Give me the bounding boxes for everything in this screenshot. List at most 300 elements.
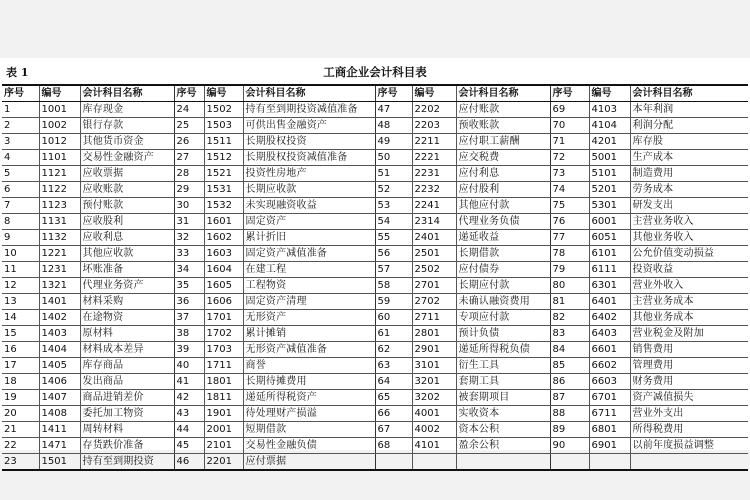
- cell-serial: 73: [550, 166, 589, 182]
- cell-account-name: 发出商品: [80, 374, 174, 390]
- cell-account-code: 1101: [39, 150, 80, 166]
- cell-serial: 29: [174, 182, 204, 198]
- cell-account-name: 预计负债: [456, 326, 550, 342]
- cell-account-code: 1471: [39, 438, 80, 454]
- header-name: 会计科目名称: [243, 85, 375, 102]
- cell-account-name: 长期股权投资减值准备: [243, 150, 375, 166]
- table-row: [2, 182, 748, 198]
- cell-account-name: 存货跌价准备: [80, 438, 174, 454]
- header-code: 编号: [412, 85, 456, 102]
- cell-serial: 40: [174, 358, 204, 374]
- cell-serial: 51: [375, 166, 412, 182]
- cell-account-code: 5101: [589, 166, 630, 182]
- cell-account-code: 2801: [412, 326, 456, 342]
- table-row: [2, 246, 748, 262]
- cell-account-name: 其他业务成本: [630, 310, 748, 326]
- cell-account-name: 委托加工物资: [80, 406, 174, 422]
- table-row: [2, 150, 748, 166]
- cell-account-name: 固定资产减值准备: [243, 246, 375, 262]
- cell-account-code: 1411: [39, 422, 80, 438]
- header-name: 会计科目名称: [630, 85, 748, 102]
- table-title: 工商企业会计科目表: [323, 65, 427, 79]
- cell-account-name: 生产成本: [630, 150, 748, 166]
- cell-serial: 77: [550, 230, 589, 246]
- cell-account-code: 2201: [204, 454, 243, 471]
- cell-serial: 82: [550, 310, 589, 326]
- cell-account-name: 未实现融资收益: [243, 198, 375, 214]
- cell-account-name: 固定资产: [243, 214, 375, 230]
- cell-account-code: 1123: [39, 198, 80, 214]
- cell-account-code: 5301: [589, 198, 630, 214]
- cell-account-code: 5001: [589, 150, 630, 166]
- cell-account-code: 2232: [412, 182, 456, 198]
- cell-serial: 54: [375, 214, 412, 230]
- cell-serial: 2: [2, 118, 39, 134]
- cell-account-code: 6602: [589, 358, 630, 374]
- cell-account-code: 6401: [589, 294, 630, 310]
- cell-account-name: 工程物资: [243, 278, 375, 294]
- table-row: [2, 134, 748, 150]
- cell-serial: 88: [550, 406, 589, 422]
- cell-account-name: 待处理财产损溢: [243, 406, 375, 422]
- cell-account-code: 4201: [589, 134, 630, 150]
- cell-account-name: 交易性金融资产: [80, 150, 174, 166]
- cell-serial: 27: [174, 150, 204, 166]
- accounts-table: [2, 84, 748, 471]
- cell-account-code: 4103: [589, 102, 630, 118]
- cell-serial: 63: [375, 358, 412, 374]
- cell-account-name: 材料成本差异: [80, 342, 174, 358]
- cell-account-name: 实收资本: [456, 406, 550, 422]
- cell-serial: 38: [174, 326, 204, 342]
- header-code: 编号: [204, 85, 243, 102]
- cell-serial: 66: [375, 406, 412, 422]
- cell-account-code: 2314: [412, 214, 456, 230]
- cell-account-name: 盈余公积: [456, 438, 550, 454]
- table-row: [2, 214, 748, 230]
- cell-serial: 47: [375, 102, 412, 118]
- cell-account-code: 1702: [204, 326, 243, 342]
- cell-account-name: 应收票据: [80, 166, 174, 182]
- cell-serial: [550, 454, 589, 471]
- cell-account-name: 可供出售金融资产: [243, 118, 375, 134]
- cell-account-code: 1403: [39, 326, 80, 342]
- header-no: 序号: [375, 85, 412, 102]
- cell-account-code: 1601: [204, 214, 243, 230]
- cell-account-name: 商品进销差价: [80, 390, 174, 406]
- table-caption: 表 1: [6, 66, 29, 79]
- cell-account-name: 短期借款: [243, 422, 375, 438]
- cell-serial: 67: [375, 422, 412, 438]
- header-no: 序号: [174, 85, 204, 102]
- table-row: [2, 422, 748, 438]
- cell-account-code: 6402: [589, 310, 630, 326]
- cell-account-name: 商誉: [243, 358, 375, 374]
- table-row: [2, 342, 748, 358]
- cell-account-name: 预收账款: [456, 118, 550, 134]
- cell-account-code: 1402: [39, 310, 80, 326]
- cell-account-code: 6403: [589, 326, 630, 342]
- cell-account-code: 1801: [204, 374, 243, 390]
- cell-serial: 42: [174, 390, 204, 406]
- cell-account-code: 4104: [589, 118, 630, 134]
- cell-account-name: 应收账款: [80, 182, 174, 198]
- table-row: [2, 390, 748, 406]
- cell-serial: 62: [375, 342, 412, 358]
- cell-account-code: 6603: [589, 374, 630, 390]
- cell-account-name: 递延所得税资产: [243, 390, 375, 406]
- cell-account-name: 衍生工具: [456, 358, 550, 374]
- cell-account-name: [630, 454, 748, 471]
- cell-account-name: 银行存款: [80, 118, 174, 134]
- cell-account-name: 长期应付款: [456, 278, 550, 294]
- cell-account-code: 4001: [412, 406, 456, 422]
- cell-account-name: 原材料: [80, 326, 174, 342]
- cell-account-code: 1231: [39, 262, 80, 278]
- cell-account-code: 1502: [204, 102, 243, 118]
- cell-account-code: 3201: [412, 374, 456, 390]
- cell-serial: 72: [550, 150, 589, 166]
- header-name: 会计科目名称: [456, 85, 550, 102]
- cell-account-name: 代理业务资产: [80, 278, 174, 294]
- cell-serial: 7: [2, 198, 39, 214]
- cell-account-code: 2101: [204, 438, 243, 454]
- table-row: [2, 166, 748, 182]
- cell-serial: 33: [174, 246, 204, 262]
- cell-account-code: 1121: [39, 166, 80, 182]
- cell-serial: 9: [2, 230, 39, 246]
- cell-account-code: 1603: [204, 246, 243, 262]
- cell-serial: 32: [174, 230, 204, 246]
- table-row: [2, 406, 748, 422]
- cell-account-name: 营业税金及附加: [630, 326, 748, 342]
- cell-account-code: 1521: [204, 166, 243, 182]
- cell-account-code: 2231: [412, 166, 456, 182]
- cell-serial: 5: [2, 166, 39, 182]
- cell-serial: 85: [550, 358, 589, 374]
- cell-serial: 56: [375, 246, 412, 262]
- cell-account-code: 1408: [39, 406, 80, 422]
- cell-serial: 45: [174, 438, 204, 454]
- cell-account-name: 专项应付款: [456, 310, 550, 326]
- cell-account-name: 交易性金融负债: [243, 438, 375, 454]
- header-code: 编号: [39, 85, 80, 102]
- cell-account-code: 2241: [412, 198, 456, 214]
- cell-account-code: 1811: [204, 390, 243, 406]
- cell-account-name: 营业外收入: [630, 278, 748, 294]
- cell-account-name: 应收股利: [80, 214, 174, 230]
- cell-account-name: 坏账准备: [80, 262, 174, 278]
- header-no: 序号: [2, 85, 39, 102]
- cell-account-code: 4101: [412, 438, 456, 454]
- table-row: [2, 358, 748, 374]
- cell-account-name: 持有至到期投资: [80, 454, 174, 471]
- cell-account-name: 其他应付款: [456, 198, 550, 214]
- cell-serial: 30: [174, 198, 204, 214]
- cell-account-name: 材料采购: [80, 294, 174, 310]
- cell-serial: 90: [550, 438, 589, 454]
- cell-serial: 14: [2, 310, 39, 326]
- cell-account-code: 1405: [39, 358, 80, 374]
- cell-serial: 49: [375, 134, 412, 150]
- cell-account-code: 6711: [589, 406, 630, 422]
- cell-account-name: 利润分配: [630, 118, 748, 134]
- cell-serial: 22: [2, 438, 39, 454]
- cell-account-code: 6601: [589, 342, 630, 358]
- cell-account-code: 1501: [39, 454, 80, 471]
- cell-account-code: 2901: [412, 342, 456, 358]
- cell-account-name: 库存股: [630, 134, 748, 150]
- cell-account-code: [412, 454, 456, 471]
- cell-account-name: 长期借款: [456, 246, 550, 262]
- cell-serial: 44: [174, 422, 204, 438]
- cell-account-code: 1401: [39, 294, 80, 310]
- cell-serial: 57: [375, 262, 412, 278]
- cell-account-code: 6701: [589, 390, 630, 406]
- cell-account-name: 以前年度损益调整: [630, 438, 748, 454]
- header-code: 编号: [589, 85, 630, 102]
- cell-account-name: 投资收益: [630, 262, 748, 278]
- cell-serial: 20: [2, 406, 39, 422]
- cell-serial: 65: [375, 390, 412, 406]
- cell-serial: 83: [550, 326, 589, 342]
- cell-account-code: 2711: [412, 310, 456, 326]
- table-row: [2, 438, 748, 454]
- cell-account-code: 2001: [204, 422, 243, 438]
- cell-account-code: 1001: [39, 102, 80, 118]
- cell-serial: 75: [550, 198, 589, 214]
- cell-serial: 34: [174, 262, 204, 278]
- cell-account-name: 其他业务收入: [630, 230, 748, 246]
- cell-account-code: 1122: [39, 182, 80, 198]
- cell-account-name: 固定资产清理: [243, 294, 375, 310]
- cell-account-name: 套期工具: [456, 374, 550, 390]
- cell-serial: 69: [550, 102, 589, 118]
- cell-account-code: 1512: [204, 150, 243, 166]
- table-row: [2, 374, 748, 390]
- cell-account-code: 2221: [412, 150, 456, 166]
- cell-account-name: 制造费用: [630, 166, 748, 182]
- table-row: [2, 310, 748, 326]
- table-row: [2, 326, 748, 342]
- cell-account-name: 库存商品: [80, 358, 174, 374]
- cell-serial: 36: [174, 294, 204, 310]
- cell-serial: 89: [550, 422, 589, 438]
- cell-serial: 74: [550, 182, 589, 198]
- table-row: [2, 102, 748, 118]
- cell-serial: 11: [2, 262, 39, 278]
- cell-account-name: 长期待摊费用: [243, 374, 375, 390]
- cell-account-name: 周转材料: [80, 422, 174, 438]
- cell-account-code: 1531: [204, 182, 243, 198]
- cell-serial: 15: [2, 326, 39, 342]
- cell-account-code: 6901: [589, 438, 630, 454]
- cell-account-code: 6301: [589, 278, 630, 294]
- cell-account-name: 管理费用: [630, 358, 748, 374]
- cell-serial: 41: [174, 374, 204, 390]
- cell-serial: 78: [550, 246, 589, 262]
- cell-serial: 60: [375, 310, 412, 326]
- cell-serial: 80: [550, 278, 589, 294]
- cell-account-code: 1321: [39, 278, 80, 294]
- cell-serial: 39: [174, 342, 204, 358]
- cell-account-code: 1701: [204, 310, 243, 326]
- cell-account-name: 应付利息: [456, 166, 550, 182]
- cell-account-code: 1221: [39, 246, 80, 262]
- cell-account-name: 资本公积: [456, 422, 550, 438]
- cell-account-code: 2702: [412, 294, 456, 310]
- cell-account-code: 2701: [412, 278, 456, 294]
- cell-serial: 24: [174, 102, 204, 118]
- cell-account-code: 1606: [204, 294, 243, 310]
- cell-account-code: 1604: [204, 262, 243, 278]
- cell-account-name: 长期股权投资: [243, 134, 375, 150]
- cell-account-code: 1002: [39, 118, 80, 134]
- cell-account-name: 库存现金: [80, 102, 174, 118]
- cell-serial: 70: [550, 118, 589, 134]
- cell-account-name: 资产减值损失: [630, 390, 748, 406]
- cell-account-code: 2501: [412, 246, 456, 262]
- cell-account-code: 1132: [39, 230, 80, 246]
- cell-serial: 37: [174, 310, 204, 326]
- cell-account-code: 2202: [412, 102, 456, 118]
- cell-serial: 58: [375, 278, 412, 294]
- cell-serial: 64: [375, 374, 412, 390]
- cell-serial: 25: [174, 118, 204, 134]
- cell-account-name: 递延收益: [456, 230, 550, 246]
- cell-account-code: 2502: [412, 262, 456, 278]
- table-row: [2, 118, 748, 134]
- cell-serial: 71: [550, 134, 589, 150]
- cell-account-code: 1711: [204, 358, 243, 374]
- cell-account-code: 6051: [589, 230, 630, 246]
- cell-serial: 53: [375, 198, 412, 214]
- cell-account-name: 累计折旧: [243, 230, 375, 246]
- table-row: [2, 198, 748, 214]
- cell-account-code: 6101: [589, 246, 630, 262]
- cell-serial: 31: [174, 214, 204, 230]
- cell-account-name: 应付股利: [456, 182, 550, 198]
- cell-account-name: 在途物资: [80, 310, 174, 326]
- cell-account-name: 其他应收款: [80, 246, 174, 262]
- cell-serial: 79: [550, 262, 589, 278]
- cell-account-name: 长期应收款: [243, 182, 375, 198]
- cell-account-code: 1901: [204, 406, 243, 422]
- cell-account-name: 应付债券: [456, 262, 550, 278]
- cell-account-name: 投资性房地产: [243, 166, 375, 182]
- cell-serial: 48: [375, 118, 412, 134]
- header-name: 会计科目名称: [80, 85, 174, 102]
- cell-account-name: 销售费用: [630, 342, 748, 358]
- cell-account-code: 6111: [589, 262, 630, 278]
- cell-account-name: 被套期项目: [456, 390, 550, 406]
- cell-serial: 68: [375, 438, 412, 454]
- header-row: [2, 85, 748, 102]
- cell-account-name: 其他货币资金: [80, 134, 174, 150]
- cell-account-code: 1406: [39, 374, 80, 390]
- cell-account-code: 2203: [412, 118, 456, 134]
- cell-serial: 16: [2, 342, 39, 358]
- cell-serial: 61: [375, 326, 412, 342]
- cell-serial: 35: [174, 278, 204, 294]
- cell-account-code: 3101: [412, 358, 456, 374]
- cell-serial: 76: [550, 214, 589, 230]
- cell-account-name: 主营业务成本: [630, 294, 748, 310]
- table-row: [2, 230, 748, 246]
- cell-account-name: 预付账款: [80, 198, 174, 214]
- cell-account-name: 本年利润: [630, 102, 748, 118]
- cell-serial: 52: [375, 182, 412, 198]
- cell-serial: 21: [2, 422, 39, 438]
- cell-account-name: 无形资产: [243, 310, 375, 326]
- cell-account-code: 1131: [39, 214, 80, 230]
- cell-account-name: 累计摊销: [243, 326, 375, 342]
- cell-serial: 59: [375, 294, 412, 310]
- cell-account-code: 5201: [589, 182, 630, 198]
- cell-account-name: 未确认融资费用: [456, 294, 550, 310]
- header-no: 序号: [550, 85, 589, 102]
- cell-account-name: 应付职工薪酬: [456, 134, 550, 150]
- cell-account-code: 6801: [589, 422, 630, 438]
- cell-serial: 26: [174, 134, 204, 150]
- cell-account-name: 递延所得税负债: [456, 342, 550, 358]
- cell-serial: 81: [550, 294, 589, 310]
- cell-account-name: 在建工程: [243, 262, 375, 278]
- cell-serial: 13: [2, 294, 39, 310]
- cell-serial: 55: [375, 230, 412, 246]
- cell-account-code: [589, 454, 630, 471]
- cell-account-name: 应收利息: [80, 230, 174, 246]
- table-row: [2, 262, 748, 278]
- cell-serial: 10: [2, 246, 39, 262]
- cell-account-code: 6001: [589, 214, 630, 230]
- cell-account-name: 应付票据: [243, 454, 375, 471]
- cell-account-name: 研发支出: [630, 198, 748, 214]
- cell-account-name: 应付账款: [456, 102, 550, 118]
- cell-account-code: 1503: [204, 118, 243, 134]
- table-row: [2, 454, 748, 471]
- cell-account-name: 应交税费: [456, 150, 550, 166]
- cell-serial: 12: [2, 278, 39, 294]
- cell-account-name: 所得税费用: [630, 422, 748, 438]
- cell-account-name: [456, 454, 550, 471]
- cell-account-code: 1511: [204, 134, 243, 150]
- cell-serial: 1: [2, 102, 39, 118]
- cell-serial: [375, 454, 412, 471]
- cell-account-code: 4002: [412, 422, 456, 438]
- cell-account-name: 主营业务收入: [630, 214, 748, 230]
- cell-serial: 50: [375, 150, 412, 166]
- cell-account-code: 1532: [204, 198, 243, 214]
- cell-account-code: 1703: [204, 342, 243, 358]
- cell-account-name: 财务费用: [630, 374, 748, 390]
- cell-serial: 87: [550, 390, 589, 406]
- cell-account-code: 1407: [39, 390, 80, 406]
- cell-account-code: 2401: [412, 230, 456, 246]
- cell-account-name: 代理业务负债: [456, 214, 550, 230]
- cell-serial: 43: [174, 406, 204, 422]
- cell-account-code: 1605: [204, 278, 243, 294]
- cell-serial: 86: [550, 374, 589, 390]
- cell-account-code: 1602: [204, 230, 243, 246]
- cell-serial: 23: [2, 454, 39, 471]
- cell-serial: 6: [2, 182, 39, 198]
- cell-serial: 84: [550, 342, 589, 358]
- cell-serial: 4: [2, 150, 39, 166]
- table-row: [2, 278, 748, 294]
- cell-account-code: 3202: [412, 390, 456, 406]
- cell-account-name: 公允价值变动损益: [630, 246, 748, 262]
